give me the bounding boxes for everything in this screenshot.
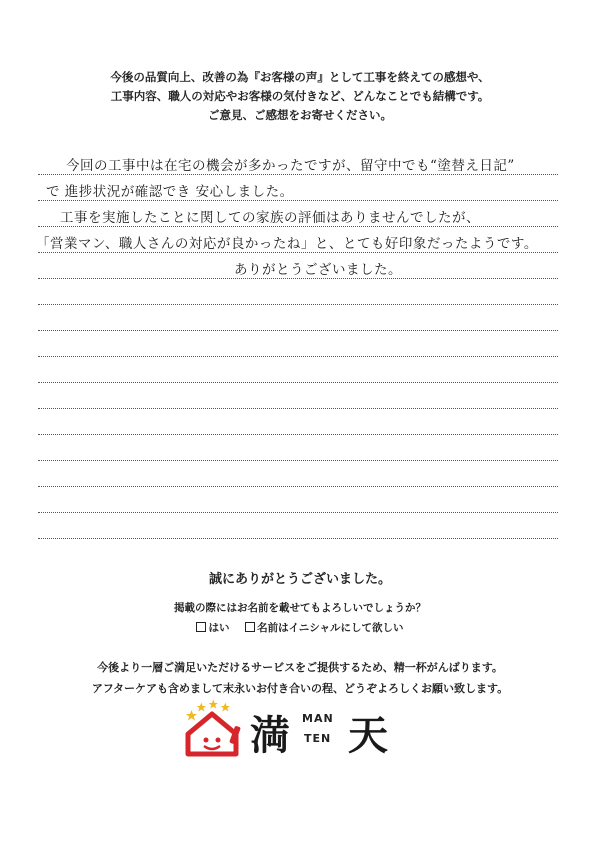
checkbox-initials[interactable] [245,622,255,632]
logo-en-ten: TEN [304,732,332,745]
publish-question: 掲載の際にはお名前を載せてもよろしいでしょうか？ [174,602,426,614]
ruled-line [38,382,558,383]
option-yes[interactable] [196,620,229,635]
company-logo [180,700,420,760]
ruled-line [38,356,558,357]
ruled-line [38,304,558,305]
option-yes-label: はい [208,622,230,634]
option-initials[interactable] [245,620,403,635]
ruled-line [38,278,558,279]
intro-line-2: 工事内容、職人の対応やお客様の気付きなど、どんなことでも結構です。 [110,89,490,103]
option-initials-label: 名前はイニシャルにして欲しい [257,622,404,634]
intro-line-3: ご意見、ご感想をお寄せください。 [208,108,392,122]
ruled-line [38,512,558,513]
ruled-line [38,174,558,175]
closing-line-2: アフターケアも含めまして末永いお付き合いの程、どうぞよろしくお願い致します。 [91,682,509,695]
handwritten-line-2: で 進捗状況が確認でき 安心しました。 [46,184,294,200]
ruled-line [38,538,558,539]
intro-line-1: 今後の品質向上、改善の為『お客様の声』として工事を終えての感想や、 [110,70,490,84]
closing-text [0,657,600,699]
ruled-line [38,434,558,435]
logo-en-man: MAN [302,712,334,725]
logo-kanji-ten: 天 [348,712,388,759]
intro-text [0,68,600,125]
ruled-line [38,226,558,227]
house-logo-icon [180,700,244,760]
handwritten-line-3: 工事を実施したことに関しての家族の評価はありませんでしたが、 [46,210,480,226]
handwritten-line-1: 今回の工事中は在宅の機会が多かったですが、留守中でも“塗替え日記” [66,158,515,174]
checkbox-yes[interactable] [196,622,206,632]
closing-line-1: 今後より一層ご満足いただけるサービスをご提供するため、精一杯がんばります。 [97,661,503,674]
ruled-line [38,408,558,409]
ruled-line [38,252,558,253]
publish-options [0,620,600,635]
logo-kanji-man: 満 [250,712,290,759]
thanks-text: 誠にありがとうございました。 [208,572,391,587]
handwritten-line-5: ありがとうございました。 [38,262,402,278]
ruled-line [38,200,558,201]
ruled-line [38,330,558,331]
ruled-line [38,486,558,487]
handwritten-line-4: 「営業マン、職人さんの対応が良かったね」と、とても好印象だったようです。 [36,236,538,252]
ruled-line [38,460,558,461]
